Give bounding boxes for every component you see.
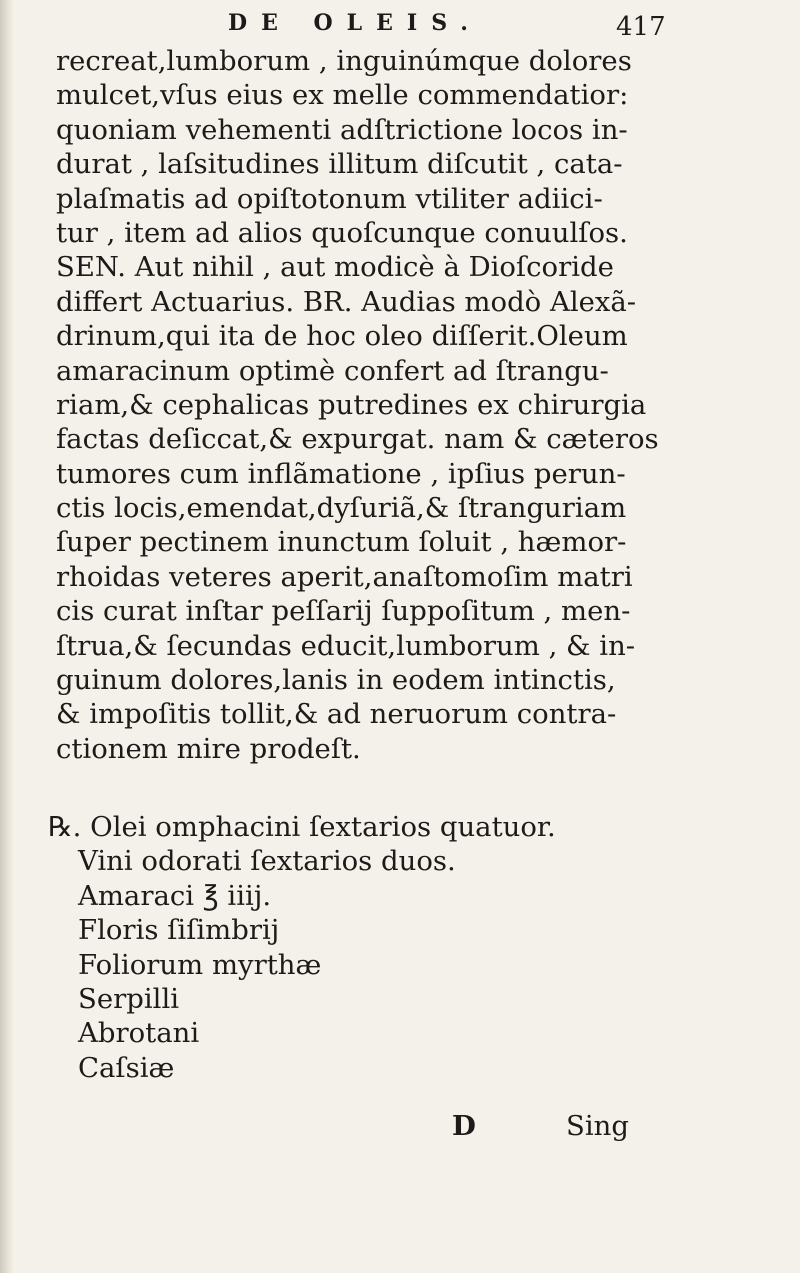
signature-mark: D — [452, 1110, 476, 1142]
text-line: durat , laſsitudines illitum diſcutit , cata- — [56, 148, 623, 181]
recipe-first-line — [48, 810, 658, 844]
text-line: quoniam vehementi adſtrictione locos in- — [56, 113, 628, 146]
recipe-line: Abrotani — [78, 1017, 200, 1050]
recipe-symbol: ℞. — [48, 811, 82, 843]
recipe-line: Foliorum myrthæ — [78, 948, 322, 981]
text-line: differt Actuarius. BR. Audias modò Alexã- — [56, 285, 637, 318]
recipe-first-ingredient: Olei omphacini ſextarios quatuor. — [90, 811, 556, 843]
text-line: plaſmatis ad opiſtotonum vtiliter adiici- — [56, 182, 603, 215]
text-line: ſuper pectinem inunctum ſoluit , hæmor- — [56, 526, 627, 559]
text-line: drinum,qui ita de hoc oleo diſſerit.Oleum — [56, 320, 628, 353]
recipe-line: Floris ſiſimbrij — [78, 914, 280, 947]
recipe-line: Vini odorati ſextarios duos. — [78, 845, 456, 878]
text-line: SEN. Aut nihil , aut modicè à Dioſcoride — [56, 251, 614, 284]
text-line: cis curat inſtar peſſarij ſuppoſitum , men- — [56, 595, 631, 628]
text-line: recreat,lumborum , inguinúmque dolores — [56, 45, 632, 77]
text-line: mulcet,vſus eius ex melle commendatior: — [56, 79, 629, 112]
text-line: factas deſiccat,& expurgat. nam & cæteros — [56, 423, 659, 456]
recipe-line: Caſsiæ — [78, 1051, 175, 1084]
text-line: & impoſitis tollit,& ad neruorum contra- — [56, 698, 617, 731]
recipe-list — [48, 810, 658, 1085]
text-line: guinum dolores,lanis in eodem intinctis, — [56, 664, 616, 697]
binding-gutter — [0, 0, 14, 1273]
text-line: ctis locis,emendat,dyſuriã,& ſtranguriam — [56, 492, 627, 525]
text-line: riam,& cephalicas putredines ex chirurgia — [56, 388, 647, 421]
text-line: tumores cum inflãmatione , ipſius perun- — [56, 457, 626, 490]
text-line: amaracinum optimè confert ad ſtrangu- — [56, 354, 609, 387]
text-line: ctionem mire prodeſt. — [56, 732, 361, 765]
text-line: ſtrua,& ſecundas educit,lumborum , & in- — [56, 629, 636, 662]
running-title: DE OLEIS. — [228, 10, 482, 36]
recipe-line: Amaraci ℥ iiij. — [78, 879, 272, 912]
page-number: 417 — [616, 12, 666, 42]
text-line: tur , item ad alios quoſcunque conuulſos. — [56, 216, 628, 249]
page-footer — [0, 1110, 800, 1150]
body-text — [56, 44, 662, 766]
recipe-line: Serpilli — [78, 982, 180, 1015]
text-line: rhoidas veteres aperit,anaſtomoſim matri — [56, 560, 633, 593]
catchword: Sing — [566, 1110, 629, 1142]
